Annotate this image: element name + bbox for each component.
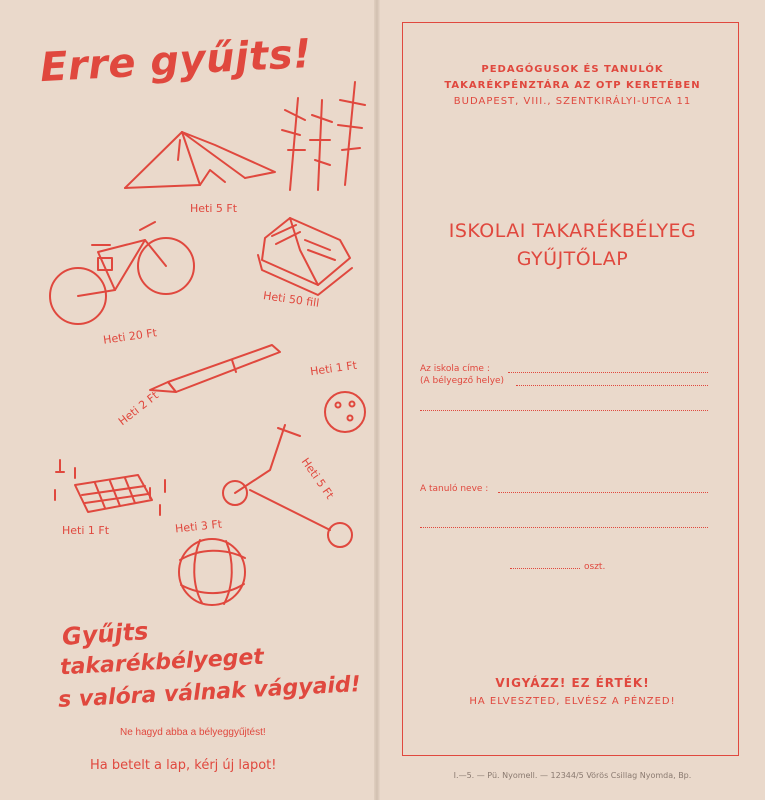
pen-icon	[150, 345, 280, 392]
class-label: oszt.	[584, 562, 606, 572]
scooter-icon	[223, 425, 352, 547]
slogan-line-2: takarékbélyeget	[59, 644, 265, 681]
bicycle-icon	[50, 222, 194, 324]
right-panel	[380, 0, 765, 800]
trees-icon	[282, 82, 365, 190]
student-name-label: A tanuló neve :	[420, 484, 489, 494]
tent-icon	[125, 132, 275, 188]
tent-price-label: Heti 5 Ft	[190, 202, 238, 215]
scooter-price-label: Heti 5 Ft	[298, 455, 337, 502]
book-icon	[258, 218, 352, 295]
bicycle-price-label: Heti 20 Ft	[102, 326, 158, 347]
student-name-line-2[interactable]	[420, 527, 708, 528]
printer-footer: I.—5. — Pü. Nyomell. — 12344/5 Vörös Csillag Nyomda, Bp.	[453, 771, 692, 780]
slogan-line-1: Gyűjts	[61, 617, 150, 651]
header-line-1: PEDAGÓGUSOK ÉS TANULÓK	[481, 64, 664, 75]
football-price-label: Heti 3 Ft	[174, 517, 223, 536]
stamp-place-label: (A bélyegző helye)	[420, 376, 505, 386]
chess-price-label: Heti 1 Ft	[62, 524, 110, 537]
school-address-line-2[interactable]	[516, 385, 708, 386]
small-ball-icon	[325, 392, 365, 432]
left-panel	[0, 0, 374, 800]
form-frame	[402, 22, 739, 756]
form-title-line-2: GYŰJTŐLAP	[516, 248, 629, 270]
warning-subtitle: HA ELVESZTED, ELVÉSZ A PÉNZED!	[469, 696, 676, 707]
form-title-line-1: ISKOLAI TAKARÉKBÉLYEG	[448, 220, 697, 242]
student-name-line[interactable]	[498, 492, 708, 493]
class-line[interactable]	[510, 568, 580, 569]
school-address-line-3[interactable]	[420, 410, 708, 411]
football-icon	[179, 539, 245, 605]
small-ball-price-label: Heti 1 Ft	[309, 358, 358, 379]
book-price-label: Heti 50 fill	[262, 289, 321, 310]
new-sheet-note: Ha betelt a lap, kérj új lapot!	[90, 758, 277, 773]
school-address-line[interactable]	[508, 372, 708, 373]
warning-title: VIGYÁZZ! EZ ÉRTÉK!	[495, 676, 650, 690]
header-line-3: BUDAPEST, VIII., SZENTKIRÁLYI-UTCA 11	[453, 96, 692, 107]
header-line-2: TAKARÉKPÉNZTÁRA AZ OTP KERETÉBEN	[444, 80, 701, 91]
collect-title: Erre gyűjts!	[38, 30, 313, 92]
school-address-label: Az iskola címe :	[420, 364, 490, 374]
chess-icon	[55, 460, 165, 515]
pen-price-label: Heti 2 Ft	[115, 388, 162, 429]
keep-collecting-note: Ne hagyd abba a bélyeggyűjtést!	[120, 727, 266, 738]
slogan-line-3: s valóra válnak vágyaid!	[57, 672, 362, 713]
